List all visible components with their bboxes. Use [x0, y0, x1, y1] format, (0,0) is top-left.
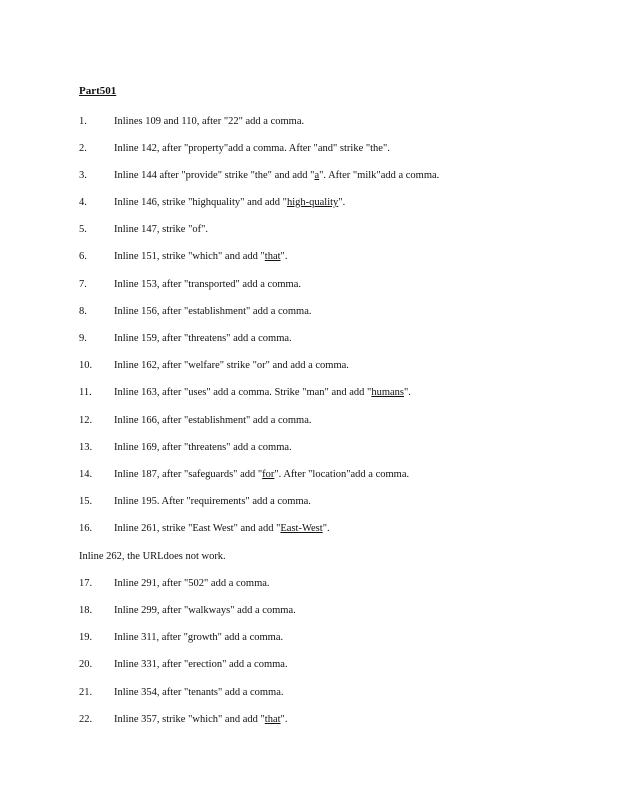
list-item [79, 714, 287, 725]
item-text: Inline 311, after "growth" add a comma. [114, 632, 284, 643]
item-underlined-word: high-quality [286, 197, 339, 208]
item-text: Inline 162, after "welfare" strike "or" and add a comma. [114, 360, 349, 371]
item-text-pre: Inline 146, strike "highquality" and add " [114, 197, 287, 208]
list-item [79, 469, 409, 480]
item-number: 4. [79, 197, 87, 208]
list-item [79, 170, 439, 181]
item-text: Inline 142, after "property"add a comma. After "and" strike "the". [114, 143, 390, 154]
item-text: Inline 156, after "establishment" add a comma. [114, 306, 312, 317]
list-item [79, 333, 292, 344]
item-number: 14. [79, 469, 93, 480]
list-item [79, 224, 208, 235]
list-item [79, 578, 270, 589]
item-text-post: ". [404, 387, 411, 398]
list-item [79, 442, 292, 453]
item-underlined-word: East-West [280, 523, 323, 534]
list-item [79, 415, 312, 426]
list-item [79, 687, 284, 698]
item-number: 15. [79, 496, 93, 507]
item-number: 11. [79, 387, 92, 398]
section-heading: Part501 [79, 85, 117, 97]
item-number: 2. [79, 143, 87, 154]
item-underlined-word: a [314, 170, 320, 181]
item-text: Inline 331, after "erection" add a comma. [114, 659, 288, 670]
item-number: 10. [79, 360, 93, 371]
item-text: Inlines 109 and 110, after "22" add a comma. [114, 116, 305, 127]
list-item [79, 360, 349, 371]
item-text-post: ". [322, 523, 330, 534]
list-item [79, 197, 345, 208]
item-text-pre: Inline 163, after "uses" add a comma. Strike "man" and add " [114, 387, 372, 398]
item-underlined-word: that [264, 251, 281, 262]
item-text: Inline 153, after "transported" add a comma. [114, 279, 302, 290]
item-number: 16. [79, 523, 93, 534]
item-number: 8. [79, 306, 87, 317]
item-text: Inline 159, after "threatens" add a comma. [114, 333, 292, 344]
item-text: Inline 291, after "502" add a comma. [114, 578, 270, 589]
item-text-post: ". [338, 197, 346, 208]
item-number: 12. [79, 415, 93, 426]
list-item [79, 523, 330, 534]
item-text: Inline 147, strike "of". [114, 224, 209, 235]
list-item [79, 143, 390, 154]
item-underlined-word: for [262, 469, 275, 480]
item-number: 21. [79, 687, 93, 698]
item-text: Inline 195. After "requirements" add a comma. [114, 496, 311, 507]
item-text: Inline 166, after "establishment" add a comma. [114, 415, 312, 426]
list-item [79, 387, 411, 398]
item-text-pre: Inline 144 after "provide" strike "the" and add " [114, 170, 315, 181]
item-number: 13. [79, 442, 93, 453]
item-number: 6. [79, 251, 87, 262]
item-underlined-word: that [264, 714, 281, 725]
list-item [79, 251, 287, 262]
item-number: 19. [79, 632, 93, 643]
note-line: Inline 262, the URLdoes not work. [79, 551, 226, 562]
item-text-pre: Inline 261, strike "East West" and add " [114, 523, 281, 534]
item-text-post: ". After "milk"add a comma. [319, 170, 440, 181]
item-number: 20. [79, 659, 93, 670]
item-text-post: ". [280, 714, 288, 725]
item-text-pre: Inline 187, after "safeguards" add " [114, 469, 263, 480]
list-item [79, 632, 283, 643]
item-text-pre: Inline 357, strike "which" and add " [114, 714, 265, 725]
item-text-post: ". [280, 251, 288, 262]
list-item [79, 605, 296, 616]
item-number: 18. [79, 605, 93, 616]
list-item [79, 659, 288, 670]
item-underlined-word: humans [371, 387, 404, 398]
item-text: Inline 299, after "walkways" add a comma. [114, 605, 296, 616]
item-text: Inline 169, after "threatens" add a comma. [114, 442, 292, 453]
item-text-post: ". After "location"add a comma. [274, 469, 410, 480]
item-text-pre: Inline 151, strike "which" and add " [114, 251, 265, 262]
item-text: Inline 354, after "tenants" add a comma. [114, 687, 284, 698]
item-number: 22. [79, 714, 93, 725]
item-number: 9. [79, 333, 87, 344]
item-number: 5. [79, 224, 87, 235]
list-item [79, 306, 312, 317]
item-number: 17. [79, 578, 93, 589]
item-number: 1. [79, 116, 87, 127]
list-item [79, 496, 311, 507]
list-item [79, 279, 301, 290]
item-number: 3. [79, 170, 87, 181]
item-number: 7. [79, 279, 87, 290]
list-item [79, 116, 304, 127]
